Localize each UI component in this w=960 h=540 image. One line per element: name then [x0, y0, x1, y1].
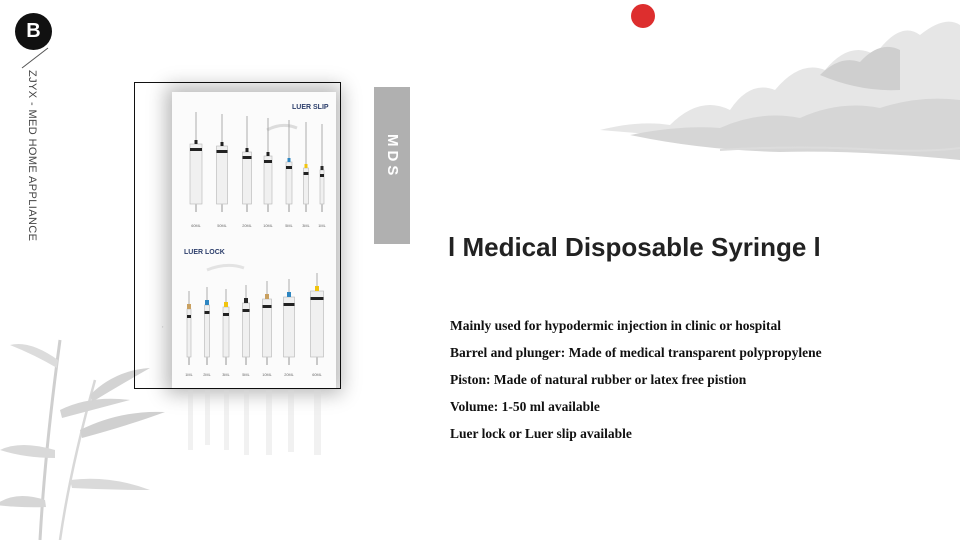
size-label: 10ML [262, 373, 272, 377]
needle-hub [205, 300, 209, 305]
feature-list [450, 318, 822, 453]
needle-hub [244, 298, 248, 303]
needle-hub [321, 166, 324, 170]
luer-slip-label: LUER SLIP [292, 104, 329, 111]
size-label: 10ML [263, 224, 273, 228]
syringe-plunger [320, 174, 324, 177]
syringe-plunger [311, 297, 324, 300]
needle-hub [221, 142, 224, 146]
product-title: l Medical Disposable Syringe l [448, 232, 821, 262]
syringe-plunger [264, 160, 272, 163]
size-label: 60ML [191, 224, 201, 228]
syringe-illustration [172, 92, 336, 388]
syringe-barrel [243, 152, 252, 204]
section-badge [15, 13, 52, 50]
size-label: 20ML [242, 224, 252, 228]
size-label: 5ML [285, 224, 293, 228]
syringe-barrel [311, 291, 324, 357]
size-label: 60ML [312, 373, 322, 377]
needle-hub [224, 302, 228, 307]
size-label: 20ML [284, 373, 294, 377]
needle-hub [267, 152, 270, 156]
feature-item: Luer lock or Luer slip available [450, 426, 632, 441]
syringe-plunger [243, 309, 250, 312]
needle-hub [315, 286, 319, 291]
size-label: 50ML [217, 224, 227, 228]
feature-item: Volume: 1-50 ml available [450, 399, 600, 414]
syringe-plunger [284, 303, 295, 306]
size-label: 1ML [185, 373, 193, 377]
syringe-plunger [205, 311, 210, 314]
needle-hub [305, 164, 308, 168]
needle-hub [246, 148, 249, 152]
slash-decoration [20, 46, 50, 70]
syringe-plunger [223, 313, 229, 316]
needle-hub [195, 140, 198, 144]
luer-lock-label: LUER LOCK [184, 249, 225, 256]
needle-hub [287, 292, 291, 297]
tiny-mark: ' [162, 325, 164, 334]
syringe-barrel [190, 144, 202, 204]
syringe-barrel [264, 156, 272, 204]
syringe-barrel [217, 146, 228, 204]
size-label: 5ML [242, 373, 250, 377]
needle-hub [187, 304, 191, 309]
product-reflection [172, 390, 336, 470]
syringe-plunger [263, 305, 272, 308]
syringe-plunger [243, 156, 252, 159]
syringe-plunger [187, 315, 191, 318]
size-label: 2ML [203, 373, 211, 377]
feature-item: Barrel and plunger: Made of medical transparent polypropylene [450, 345, 822, 360]
syringe-plunger [304, 172, 309, 175]
needle-hub [288, 158, 291, 162]
size-label: 3ML [222, 373, 230, 377]
feature-item: Mainly used for hypodermic injection in clinic or hospital [450, 318, 782, 333]
syringe-plunger [217, 150, 228, 153]
badge-letter: B [26, 20, 41, 42]
mountain-ink-painting [600, 0, 960, 180]
brand-vertical-text: ZJYX - MED HOME APPLIANCE [26, 70, 38, 242]
needle-hub [265, 294, 269, 299]
size-label: 1ML [318, 224, 326, 228]
syringe-plunger [286, 166, 292, 169]
syringe-plunger [190, 148, 202, 151]
feature-item: Piston: Made of natural rubber or latex free pistion [450, 372, 747, 387]
mds-tab-label: MDS [384, 134, 401, 180]
syringe-product-image [172, 92, 336, 388]
size-label: 3ML [302, 224, 310, 228]
